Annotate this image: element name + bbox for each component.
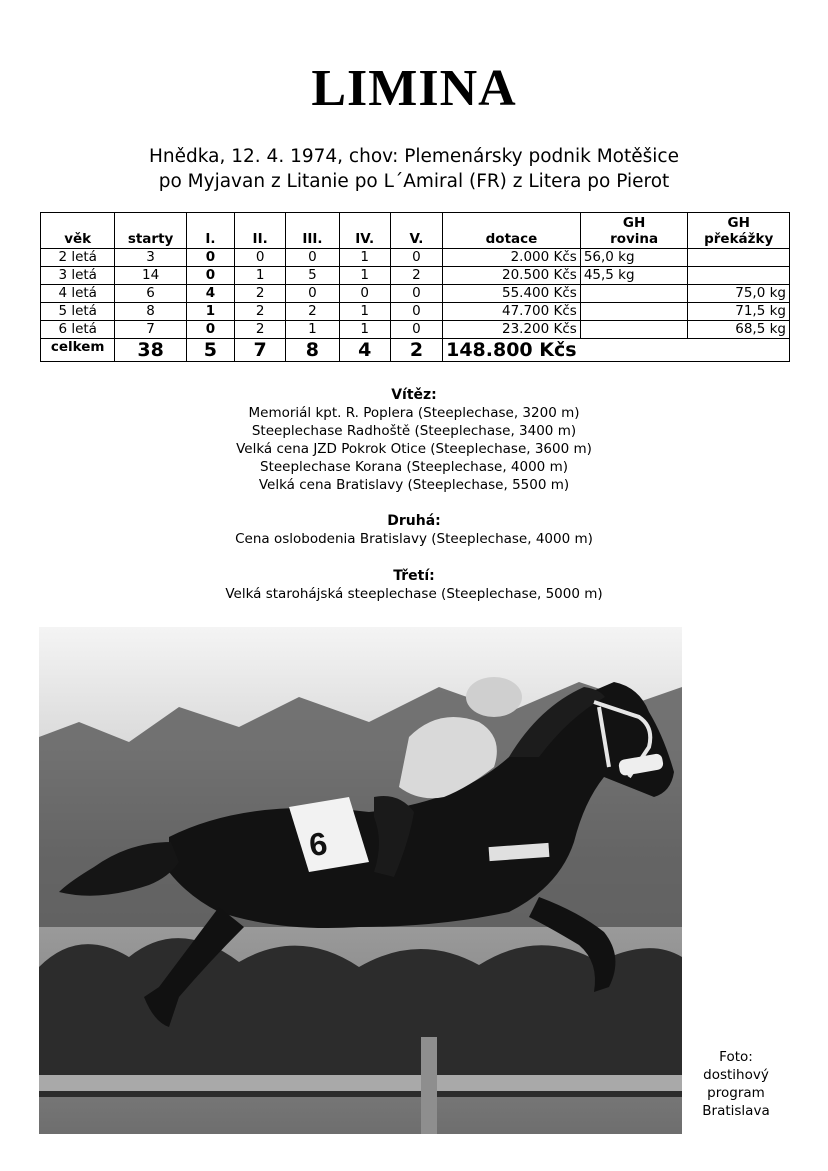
cell-starts: 8 — [115, 303, 186, 321]
cell-gh-flat: 45,5 kg — [580, 267, 688, 285]
cell-gh-jumps: 71,5 kg — [688, 303, 790, 321]
third-race: Velká starohájská steeplechase (Steeplechase, 5000 m) — [225, 586, 603, 602]
header-money: dotace — [443, 213, 581, 249]
cell-age: 5 letá — [41, 303, 115, 321]
cell-gh-flat: 56,0 kg — [580, 249, 688, 267]
credit-line: program — [707, 1085, 765, 1101]
header-first: I. — [186, 213, 234, 249]
cell-fourth: 0 — [339, 285, 390, 303]
cell-second: 2 — [235, 321, 286, 339]
total-first: 5 — [186, 339, 234, 362]
cell-third: 1 — [286, 321, 339, 339]
winner-race: Memoriál kpt. R. Poplera (Steeplechase, 3200 m) — [248, 405, 580, 421]
header-third: III. — [286, 213, 339, 249]
header-gh-jumps: GH překážky — [688, 213, 790, 249]
cell-gh-jumps: 75,0 kg — [688, 285, 790, 303]
horse-jumping-photo — [39, 627, 682, 1134]
jockey-helmet — [466, 677, 522, 717]
winner-race: Velká cena JZD Pokrok Otice (Steeplechase, 3600 m) — [236, 441, 592, 457]
cell-money: 2.000 Kčs — [443, 249, 581, 267]
cell-third: 0 — [286, 285, 339, 303]
total-fifth: 2 — [390, 339, 442, 362]
header-second: II. — [235, 213, 286, 249]
pedigree-line-birth-breeder: Hnědka, 12. 4. 1974, chov: Plemenársky podnik Motěšice — [149, 146, 679, 167]
photo-credit — [694, 1048, 778, 1120]
cell-money: 20.500 Kčs — [443, 267, 581, 285]
photo-rail — [39, 1075, 682, 1091]
horse-name-title: LIMINA — [311, 60, 517, 117]
table-row — [41, 267, 790, 285]
total-second: 7 — [235, 339, 286, 362]
cell-age: 2 letá — [41, 249, 115, 267]
cell-fifth: 2 — [390, 267, 442, 285]
table-row — [41, 303, 790, 321]
cell-fifth: 0 — [390, 303, 442, 321]
cell-first: 0 — [186, 249, 234, 267]
cell-fifth: 0 — [390, 285, 442, 303]
cell-age: 3 letá — [41, 267, 115, 285]
credit-line: dostihový — [703, 1067, 769, 1083]
cell-second: 2 — [235, 303, 286, 321]
cell-starts: 14 — [115, 267, 186, 285]
header-starts: starty — [115, 213, 186, 249]
cell-money: 23.200 Kčs — [443, 321, 581, 339]
header-fifth: V. — [390, 213, 442, 249]
cell-fourth: 1 — [339, 267, 390, 285]
total-third: 8 — [286, 339, 339, 362]
table-row — [41, 321, 790, 339]
table-row — [41, 285, 790, 303]
cell-third: 2 — [286, 303, 339, 321]
cell-third: 0 — [286, 249, 339, 267]
credit-line: Bratislava — [702, 1103, 770, 1119]
race-record-table — [40, 212, 790, 362]
header-fourth: IV. — [339, 213, 390, 249]
cell-gh-flat — [580, 321, 688, 339]
cell-second: 2 — [235, 285, 286, 303]
third-place-section — [0, 567, 828, 603]
winner-race: Steeplechase Korana (Steeplechase, 4000 m) — [260, 459, 568, 475]
table-row — [41, 249, 790, 267]
second-place-section — [0, 512, 828, 548]
cell-money: 47.700 Kčs — [443, 303, 581, 321]
cell-first: 4 — [186, 285, 234, 303]
cell-fourth: 1 — [339, 321, 390, 339]
total-fourth: 4 — [339, 339, 390, 362]
cell-first: 1 — [186, 303, 234, 321]
pedigree-line-parents: po Myjavan z Litanie po L´Amiral (FR) z Litera po Pierot — [158, 171, 670, 192]
total-starts: 38 — [115, 339, 186, 362]
header-age: věk — [41, 213, 115, 249]
table-header-row — [41, 213, 790, 249]
winner-race: Steeplechase Radhoště (Steeplechase, 3400 m) — [251, 423, 577, 439]
winner-race: Velká cena Bratislavy (Steeplechase, 5500 m) — [258, 477, 570, 493]
second-race: Cena oslobodenia Bratislavy (Steeplechase, 4000 m) — [235, 531, 593, 547]
cell-gh-jumps: 68,5 kg — [688, 321, 790, 339]
winner-section — [0, 386, 828, 494]
credit-line: Foto: — [719, 1049, 753, 1065]
total-label: celkem — [41, 339, 115, 362]
photo-rail-post — [421, 1037, 437, 1134]
cell-second: 1 — [235, 267, 286, 285]
cell-gh-jumps — [688, 267, 790, 285]
cell-fourth: 1 — [339, 303, 390, 321]
cell-starts: 6 — [115, 285, 186, 303]
cell-fifth: 0 — [390, 321, 442, 339]
cell-age: 4 letá — [41, 285, 115, 303]
saddle-number: 6 — [306, 825, 330, 864]
third-heading: Třetí: — [393, 568, 435, 584]
cell-first: 0 — [186, 321, 234, 339]
cell-gh-flat — [580, 285, 688, 303]
header-gh-flat: GH rovina — [580, 213, 688, 249]
cell-fourth: 1 — [339, 249, 390, 267]
second-heading: Druhá: — [387, 513, 441, 529]
cell-starts: 7 — [115, 321, 186, 339]
table-total-row — [41, 339, 790, 362]
cell-age: 6 letá — [41, 321, 115, 339]
cell-gh-jumps — [688, 249, 790, 267]
cell-gh-flat — [580, 303, 688, 321]
total-money: 148.800 Kčs — [443, 339, 790, 362]
cell-starts: 3 — [115, 249, 186, 267]
cell-second: 0 — [235, 249, 286, 267]
cell-third: 5 — [286, 267, 339, 285]
cell-fifth: 0 — [390, 249, 442, 267]
cell-money: 55.400 Kčs — [443, 285, 581, 303]
winner-heading: Vítěz: — [391, 387, 437, 403]
cell-first: 0 — [186, 267, 234, 285]
